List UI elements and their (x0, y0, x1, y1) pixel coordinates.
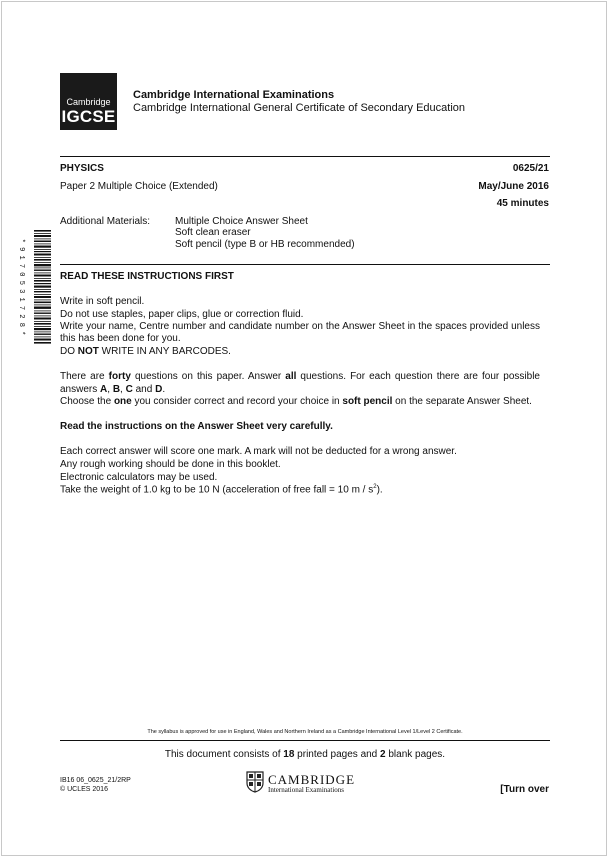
divider-bottom (60, 740, 550, 741)
barcode-number: * 9 1 7 0 5 3 1 7 2 8 * (17, 238, 25, 336)
instruction-line: DO NOT WRITE IN ANY BARCODES. (60, 346, 231, 357)
instruction-line: Electronic calculators may be used. (60, 472, 218, 483)
paper-name: Paper 2 Multiple Choice (Extended) (60, 181, 218, 192)
instruction-line: Any rough working should be done in this booklet. (60, 459, 281, 470)
logo-big-text: IGCSE (61, 107, 116, 126)
instruction-emphasis: Read the instructions on the Answer Sheet very carefully. (60, 421, 333, 432)
turn-over: [Turn over (500, 784, 549, 795)
cambridge-wordmark: CAMBRIDGE (268, 772, 356, 787)
instruction-line: Write your name, Centre number and candidate number on the Answer Sheet in the spaces provided unless this has been done for you. (60, 321, 540, 344)
cambridge-subtitle: International Examinations (268, 786, 345, 794)
material-item: Soft pencil (type B or HB recommended) (175, 239, 355, 250)
duration: 45 minutes (496, 198, 549, 209)
page-count: This document consists of 18 printed pages and 2 blank pages. (164, 749, 446, 760)
material-item: Multiple Choice Answer Sheet (175, 216, 308, 227)
material-item: Soft clean eraser (175, 227, 251, 238)
divider-top (60, 156, 550, 157)
syllabus-note: The syllabus is approved for use in England, Wales and Northern Ireland as a Cambridge International Level 1/Level 2 Certificate. (147, 729, 463, 735)
document-ref: IB16 06_0625_21/2RP (60, 777, 131, 784)
instruction-paragraph: There are forty questions on this paper. Answer all questions. For each question there are four possible answers A, B, C and D. (60, 371, 540, 395)
paper-code: 0625/21 (512, 163, 549, 174)
logo-small-text: Cambridge (66, 97, 111, 107)
instruction-line: Write in soft pencil. (60, 296, 145, 307)
copyright: © UCLES 2016 (60, 786, 108, 793)
qualification-name: Cambridge International General Certificate of Secondary Education (133, 102, 466, 114)
org-name: Cambridge International Examinations (133, 89, 335, 101)
instructions-heading: READ THESE INSTRUCTIONS FIRST (60, 271, 234, 282)
cambridge-shield-icon (246, 771, 264, 793)
subject: PHYSICS (60, 163, 104, 174)
divider-mid (60, 264, 550, 265)
instruction-line: Each correct answer will score one mark. A mark will not be deducted for a wrong answer. (60, 446, 457, 457)
materials-label: Additional Materials: (60, 216, 151, 227)
session: May/June 2016 (478, 181, 549, 192)
barcode-image (22, 230, 52, 345)
instruction-line: Do not use staples, paper clips, glue or correction fluid. (60, 309, 304, 320)
instruction-line: Choose the one you consider correct and record your choice in soft pencil on the separate Answer Sheet. (60, 396, 532, 407)
instruction-line: Take the weight of 1.0 kg to be 10 N (acceleration of free fall = 10 m / $s^2$). (60, 484, 383, 496)
